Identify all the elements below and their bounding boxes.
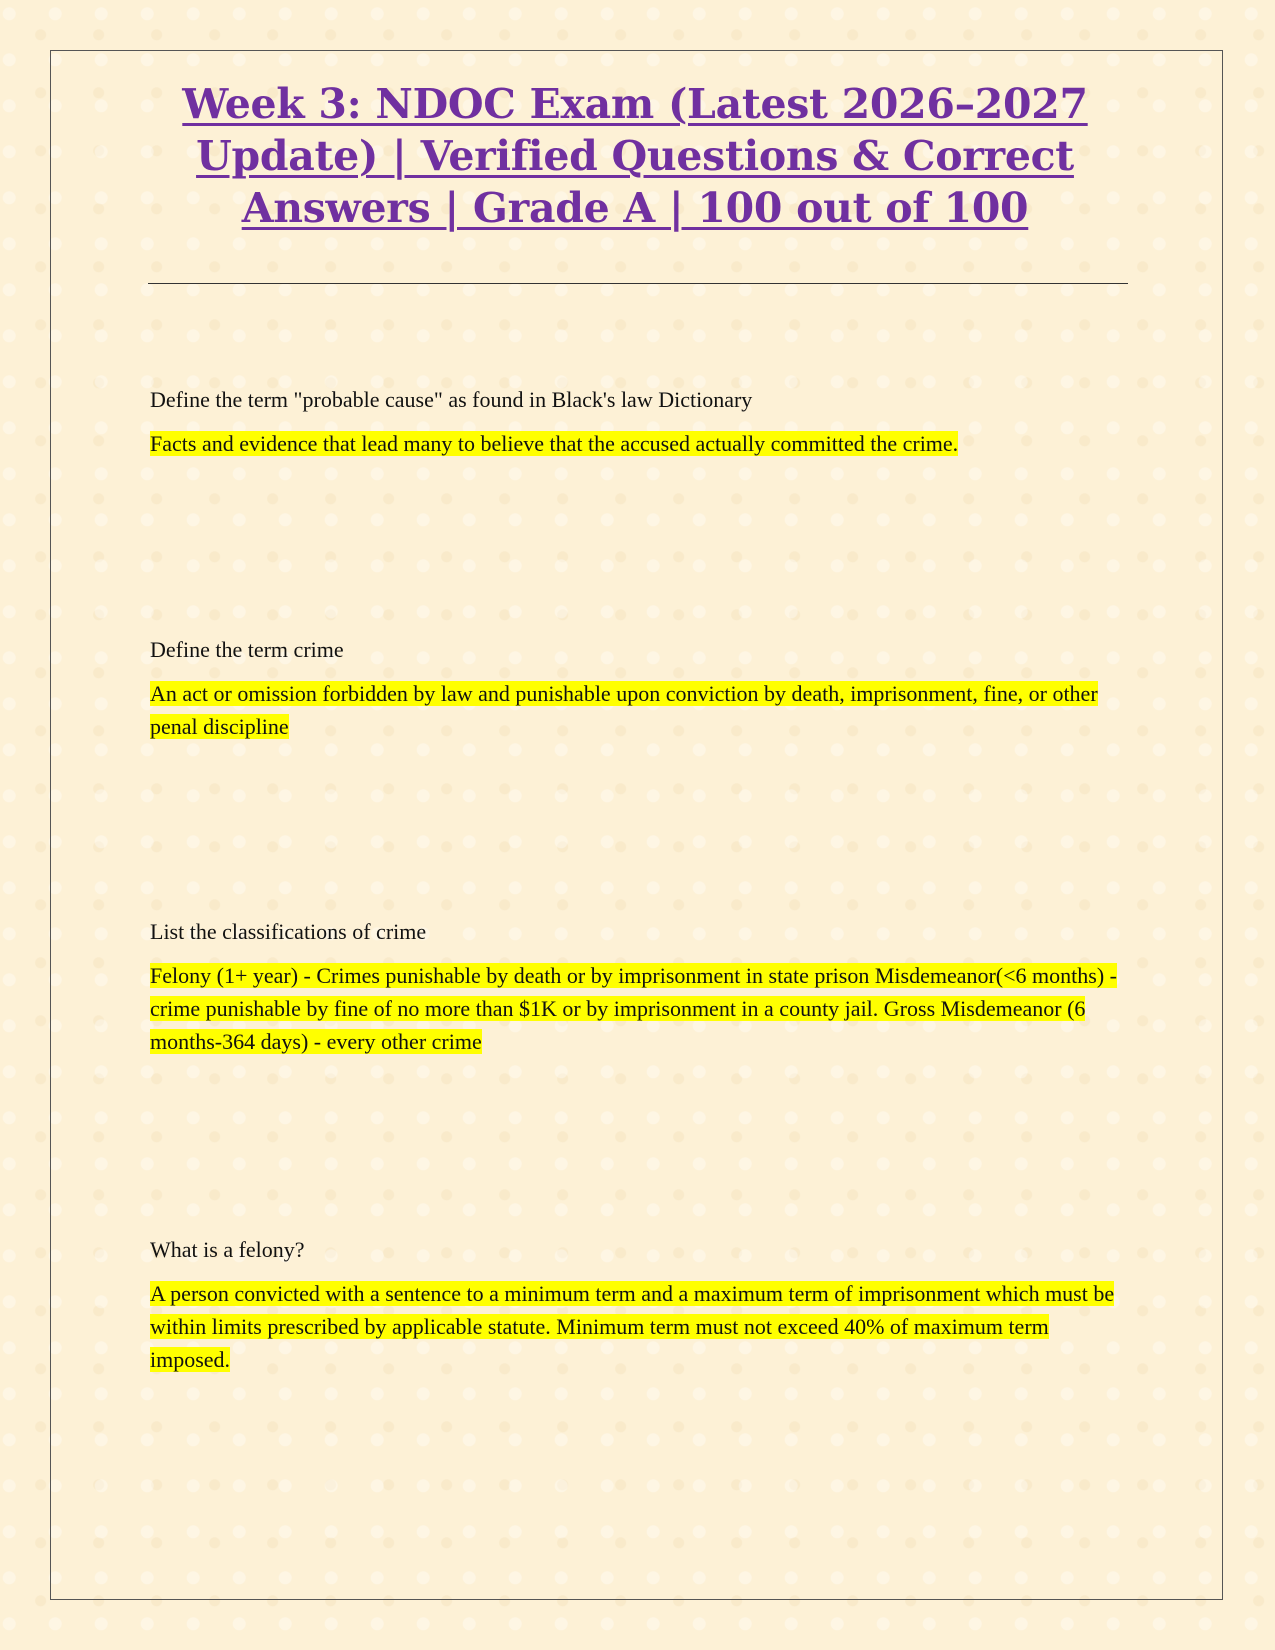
answer-text xyxy=(150,427,1130,460)
qa-item xyxy=(150,917,1130,1058)
answer-text xyxy=(150,1277,1130,1376)
answer-text xyxy=(150,677,1130,743)
answer-highlight: A person convicted with a sentence to a minimum term and a maximum term of imprisonment which must be within limits prescribed by applicable statute. Minimum term must not exceed 40% of maximum term imposed. xyxy=(150,1281,1115,1372)
answer-highlight: Facts and evidence that lead many to believe that the accused actually committed the crime. xyxy=(150,431,959,456)
question-text: Define the term "probable cause" as found in Black's law Dictionary xyxy=(150,387,753,412)
title-block xyxy=(140,78,1130,234)
title-divider xyxy=(148,283,1128,284)
qa-item xyxy=(150,635,1130,743)
question-text: List the classifications of crime xyxy=(150,919,427,944)
qa-item xyxy=(150,385,1130,460)
answer-text xyxy=(150,959,1130,1058)
question-text: Define the term crime xyxy=(150,637,344,662)
answer-highlight: An act or omission forbidden by law and punishable upon conviction by death, imprisonment, fine, or other penal discipline xyxy=(150,681,1098,739)
document-title: Week 3: NDOC Exam (Latest 2026–2027 Update) | Verified Questions & Correct Answers | Grade A | 100 out of 100 xyxy=(182,80,1088,232)
question-text: What is a felony? xyxy=(150,1237,305,1262)
answer-highlight: Felony (1+ year) - Crimes punishable by death or by imprisonment in state prison Misdemeanor(<6 months) - crime punishable by fine of no more than $1K or by imprisonment in a county jail. Gross Misdemeanor (6 months-364 days) - every other crime xyxy=(150,963,1117,1054)
qa-item xyxy=(150,1235,1130,1376)
